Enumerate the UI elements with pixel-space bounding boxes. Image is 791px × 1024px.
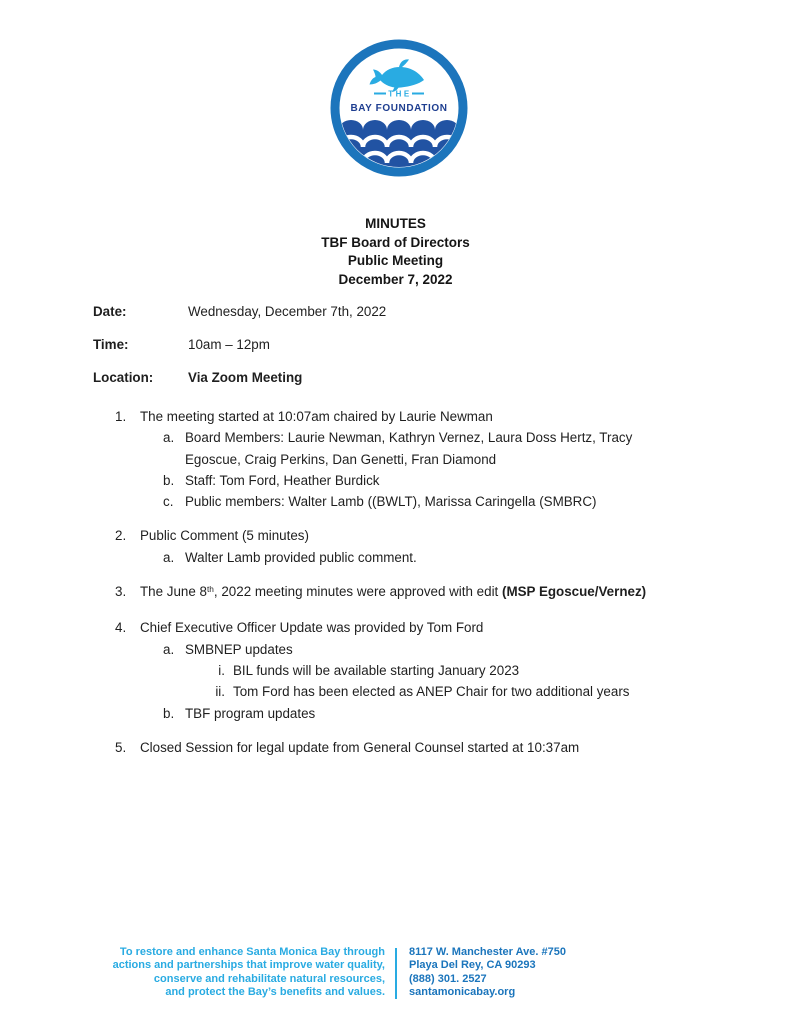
title-block — [0, 215, 791, 289]
agenda-item-l2 — [93, 470, 673, 491]
mission-line: and protect the Bay’s benefits and values. — [165, 986, 385, 999]
text-segment: BIL funds will be available starting January 2023 — [233, 662, 520, 678]
title-line: December 7, 2022 — [338, 271, 453, 287]
info-label: Location: — [93, 370, 154, 385]
mission-line: conserve and rehabilitate natural resources, — [153, 972, 385, 985]
item-text — [233, 681, 673, 702]
footer-contact-block — [409, 946, 566, 1000]
item-text — [185, 427, 673, 470]
text-segment: Chief Executive Officer Update was provided by Tom Ford — [140, 620, 484, 636]
info-label: Date: — [93, 304, 127, 319]
dolphin-icon — [370, 59, 425, 92]
item-marker: b. — [163, 705, 175, 721]
contact-line: (888) 301. 2527 — [409, 972, 487, 985]
item-marker: 5. — [115, 739, 127, 755]
agenda-item-l2 — [93, 703, 673, 724]
item-marker: 2. — [115, 528, 127, 544]
item-text — [185, 547, 673, 568]
title-line: Public Meeting — [347, 253, 444, 268]
agenda-list — [93, 406, 673, 758]
contact-line: Playa Del Rey, CA 90293 — [409, 959, 536, 972]
item-marker: i. — [218, 662, 225, 678]
text-segment: SMBNEP updates — [185, 641, 293, 657]
text-segment: Closed Session for legal update from General Counsel started at 10:37am — [140, 739, 580, 755]
contact-line: 8117 W. Manchester Ave. #750 — [409, 946, 566, 958]
text-segment: , 2022 meeting minutes were approved with edit — [213, 584, 502, 600]
agenda-item-l1 — [93, 617, 673, 638]
text-segment: Public Comment (5 minutes) — [140, 528, 309, 544]
agenda-item-l1 — [93, 525, 673, 546]
agenda-item-l1 — [93, 581, 673, 604]
agenda-item-l3 — [93, 660, 673, 681]
footer-divider — [395, 948, 397, 999]
item-marker: ii. — [215, 684, 225, 700]
text-segment: The June 8 — [140, 584, 207, 600]
item-text — [185, 470, 673, 491]
text-segment: TBF program updates — [185, 705, 316, 721]
item-text — [233, 660, 673, 681]
text-segment: Tom Ford has been elected as ANEP Chair for two additional years — [233, 684, 630, 700]
bay-foundation-logo — [328, 37, 470, 179]
agenda-item-l2 — [93, 547, 673, 568]
item-text — [185, 491, 673, 512]
agenda-item-l1 — [93, 737, 673, 758]
info-value: 10am – 12pm — [188, 337, 270, 352]
contact-url[interactable]: santamonicabay.org — [409, 986, 516, 999]
text-segment: The meeting started at 10:07am chaired by Laurie Newman — [140, 409, 493, 424]
item-text — [140, 737, 673, 758]
text-segment: (MSP Egoscue/Vernez) — [501, 584, 647, 600]
info-value: Wednesday, December 7th, 2022 — [188, 304, 387, 319]
logo-name-text: BAY FOUNDATION — [350, 103, 448, 114]
item-text — [185, 639, 673, 660]
text-segment: Public members: Walter Lamb ((BWLT), Marissa Caringella (SMBRC) — [185, 494, 597, 510]
info-row — [93, 370, 386, 386]
text-segment: Walter Lamb provided public comment. — [185, 549, 417, 565]
meeting-info — [93, 304, 386, 403]
item-marker: a. — [163, 641, 175, 657]
agenda-item-l3 — [93, 681, 673, 702]
item-marker: a. — [163, 549, 175, 565]
item-text — [140, 525, 673, 546]
item-marker: 1. — [115, 409, 127, 424]
mission-line: actions and partnerships that improve water quality, — [112, 959, 385, 972]
logo-the-text: THE — [388, 89, 412, 99]
info-value: Via Zoom Meeting — [188, 370, 303, 385]
item-marker: 4. — [115, 620, 127, 636]
title-line: MINUTES — [365, 216, 426, 231]
mission-line: To restore and enhance Santa Monica Bay through — [119, 946, 385, 958]
agenda-item-l1 — [93, 406, 673, 427]
item-text — [140, 617, 673, 638]
footer-mission-text — [65, 946, 385, 1000]
agenda-item-l2 — [93, 491, 673, 512]
agenda-item-l2 — [93, 639, 673, 660]
item-text — [140, 406, 673, 427]
info-row — [93, 304, 386, 320]
title-line: TBF Board of Directors — [321, 234, 470, 250]
item-text — [140, 581, 673, 604]
item-marker: c. — [163, 494, 174, 510]
text-segment: Board Members: Laurie Newman, Kathryn Vernez, Laura Doss Hertz, Tracy Egoscue, Craig Perkins, Dan Genetti, Fran Diamond — [185, 430, 633, 467]
agenda-item-l2 — [93, 427, 673, 470]
text-segment: th — [207, 584, 214, 595]
text-segment: Staff: Tom Ford, Heather Burdick — [185, 472, 380, 488]
info-row — [93, 337, 386, 353]
item-text — [185, 703, 673, 724]
item-marker: 3. — [115, 584, 127, 600]
info-label: Time: — [93, 337, 129, 352]
item-marker: a. — [163, 430, 175, 446]
item-marker: b. — [163, 472, 175, 488]
